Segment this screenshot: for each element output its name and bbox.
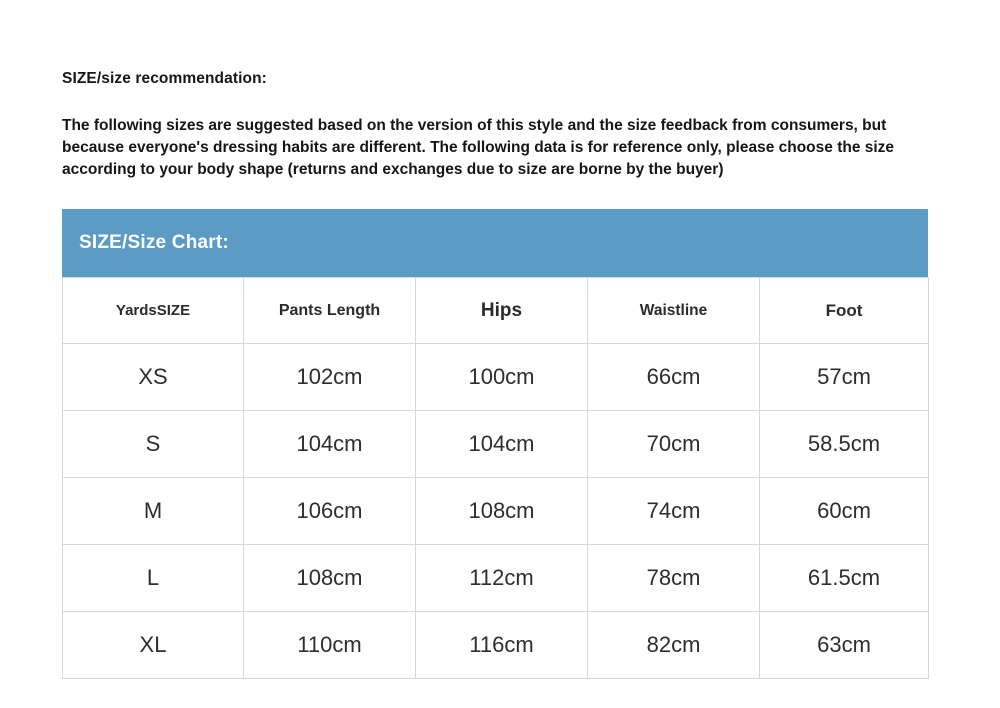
cell-size: XL xyxy=(63,612,244,679)
cell-size: XS xyxy=(63,344,244,411)
cell-foot: 63cm xyxy=(760,612,929,679)
cell-waistline: 66cm xyxy=(588,344,760,411)
column-header-waistline: Waistline xyxy=(588,278,760,344)
size-chart-table xyxy=(62,277,929,679)
cell-waistline: 70cm xyxy=(588,411,760,478)
cell-waistline: 82cm xyxy=(588,612,760,679)
size-chart-body xyxy=(63,344,929,679)
cell-hips: 116cm xyxy=(416,612,588,679)
cell-foot: 61.5cm xyxy=(760,545,929,612)
cell-foot: 57cm xyxy=(760,344,929,411)
cell-hips: 112cm xyxy=(416,545,588,612)
cell-pants-length: 110cm xyxy=(244,612,416,679)
size-chart-header-title: SIZE/Size Chart: xyxy=(79,232,229,253)
column-header-yards-size: YardsSIZE xyxy=(63,278,244,344)
table-row xyxy=(63,344,929,411)
cell-pants-length: 108cm xyxy=(244,545,416,612)
size-chart-head xyxy=(63,278,929,344)
table-header-row xyxy=(63,278,929,344)
cell-waistline: 78cm xyxy=(588,545,760,612)
cell-waistline: 74cm xyxy=(588,478,760,545)
cell-foot: 60cm xyxy=(760,478,929,545)
column-header-foot: Foot xyxy=(760,278,929,344)
cell-hips: 104cm xyxy=(416,411,588,478)
table-row xyxy=(63,478,929,545)
intro-description: The following sizes are suggested based on the version of this style and the size feedback from consumers, but because everyone's dressing habits are different. The following data is for reference only, please choose the size according to your body shape (returns and exchanges due to size are borne by the buyer) xyxy=(62,117,895,178)
cell-size: S xyxy=(63,411,244,478)
cell-hips: 108cm xyxy=(416,478,588,545)
cell-hips: 100cm xyxy=(416,344,588,411)
cell-size: L xyxy=(63,545,244,612)
table-row xyxy=(63,612,929,679)
cell-pants-length: 106cm xyxy=(244,478,416,545)
cell-pants-length: 104cm xyxy=(244,411,416,478)
cell-foot: 58.5cm xyxy=(760,411,929,478)
size-chart-container xyxy=(62,209,928,679)
size-chart-header xyxy=(62,209,928,277)
column-header-hips: Hips xyxy=(416,278,588,344)
column-header-pants-length: Pants Length xyxy=(244,278,416,344)
cell-size: M xyxy=(63,478,244,545)
table-row xyxy=(63,411,929,478)
cell-pants-length: 102cm xyxy=(244,344,416,411)
table-row xyxy=(63,545,929,612)
intro-title: SIZE/size recommendation: xyxy=(62,70,267,87)
